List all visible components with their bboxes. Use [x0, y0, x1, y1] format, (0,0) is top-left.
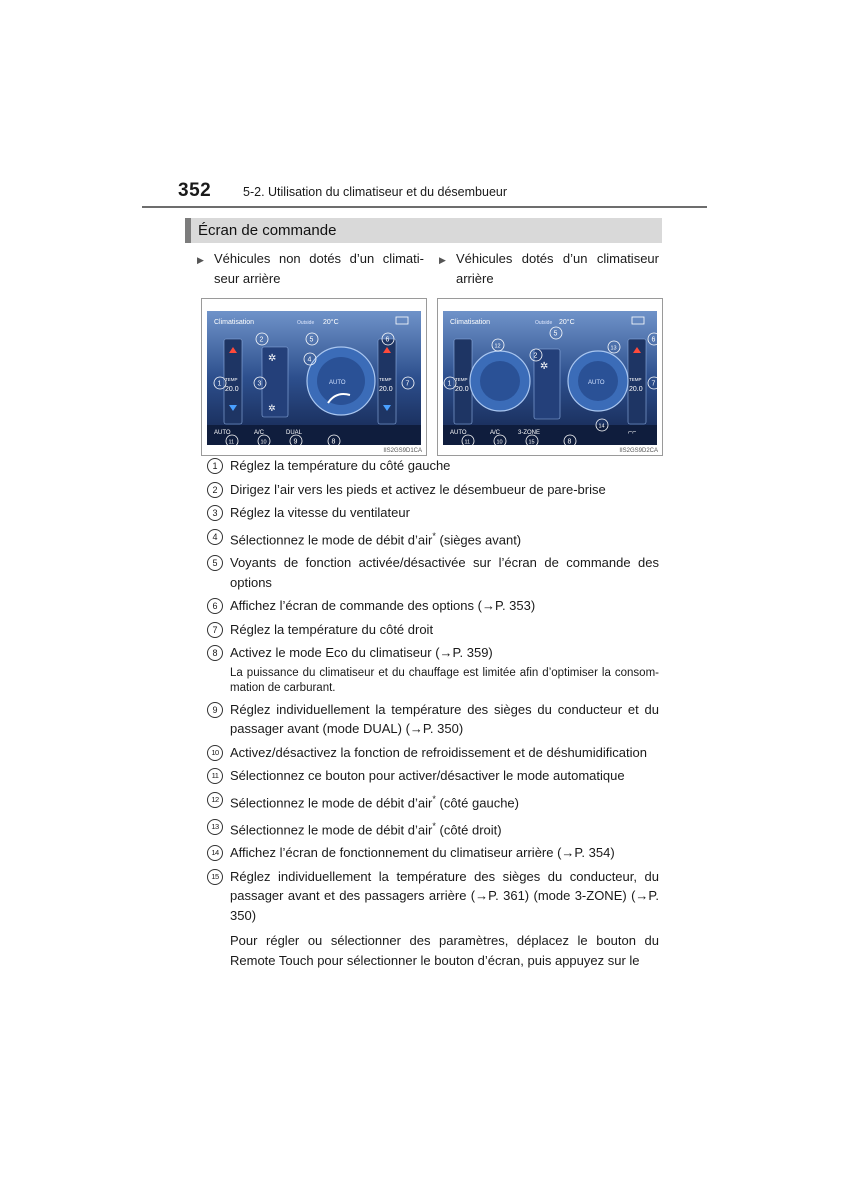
temp-value-right: 20.0 — [379, 386, 393, 393]
airflow-dial-left-inner — [480, 361, 520, 401]
item-text: Affichez l’écran de commande des options (→P. 353) — [230, 598, 536, 614]
item-text: Réglez la température du côté gauche — [230, 458, 451, 473]
list-item — [207, 817, 659, 840]
auto-dial-label: AUTO — [588, 380, 605, 386]
item-text: Sélectionnez le mode de débit d’air — [230, 795, 433, 811]
list-item — [207, 596, 659, 616]
page-number: 352 — [178, 180, 212, 201]
callout-label: 15 — [528, 439, 535, 446]
item-text: Réglez individuellement la température des sièges du conducteur et du passager avant (mode DUAL) (→P. 350) — [230, 701, 659, 737]
item-number: 12 — [207, 792, 223, 808]
item-text-suffix: (sièges avant) — [435, 531, 522, 547]
item-number: 1 — [207, 458, 223, 474]
vehicle-label-left — [197, 249, 424, 289]
climate-screen-dual-art — [202, 299, 426, 455]
item-number: 10 — [207, 745, 223, 761]
footnote-star: * — [432, 820, 436, 831]
temp-label-right: TEMP — [629, 377, 642, 382]
callout-label: 5 — [309, 336, 314, 344]
list-item — [207, 456, 659, 476]
3zone-button[interactable]: 3-ZONE — [518, 430, 541, 436]
vehicle-label-right-text: Véhicules dotés d’un climatiseur arrière — [456, 251, 659, 286]
temp-label-left: TEMP — [225, 377, 238, 382]
item-number: 6 — [207, 598, 223, 614]
callout-label: 7 — [651, 380, 656, 388]
item-text: Sélectionnez le mode de débit d’air — [230, 531, 433, 547]
callout-label: 11 — [228, 439, 235, 446]
item-text: Activez le mode Eco du climatiseur (→P. 359) — [230, 645, 493, 661]
item-text: Sélectionnez ce bouton pour activer/désactiver le mode automatique — [230, 768, 625, 784]
outside-label: Outside — [297, 320, 315, 326]
item-text: Dirigez l’air vers les pieds et activez le désembueur de pare-brise — [230, 481, 606, 497]
bullet-triangle-icon: ▶ — [197, 255, 204, 265]
climate-screen-3zone — [437, 298, 663, 456]
callout-label: 1 — [447, 380, 452, 388]
temp-value-left: 20.0 — [455, 386, 469, 393]
screen-title: Climatisation — [214, 319, 255, 326]
item-number: 5 — [207, 555, 223, 571]
item-text: Réglez la température du côté droit — [230, 621, 434, 637]
auto-button[interactable]: AUTO — [450, 430, 467, 436]
bullet-triangle-icon: ▶ — [439, 255, 446, 265]
list-item — [207, 743, 659, 763]
callout-label: 8 — [331, 438, 336, 446]
ac-button[interactable]: A/C — [254, 430, 265, 436]
ac-button[interactable]: A/C — [490, 430, 501, 436]
item-number: 8 — [207, 645, 223, 661]
auto-dial-label: AUTO — [329, 380, 346, 386]
callout-label: 2 — [259, 336, 264, 344]
list-item — [207, 643, 659, 696]
callout-label: 1 — [217, 380, 222, 388]
item-number: 4 — [207, 529, 223, 545]
temp-label-left: TEMP — [455, 377, 468, 382]
rear-seat-icon[interactable]: ⌐⌐ — [628, 429, 637, 436]
item-note: La puissance du climatiseur et du chauffage est limitée afin d’optimiser la consommation de carburant. — [230, 666, 659, 694]
item-number: 15 — [207, 869, 223, 885]
list-item — [207, 553, 659, 592]
vehicle-label-right — [439, 249, 659, 289]
fan-small-icon: ✲ — [268, 403, 276, 413]
callout-label: 6 — [651, 336, 656, 344]
list-item — [207, 527, 659, 550]
footnote-star: * — [432, 530, 436, 541]
callout-label: 14 — [598, 423, 605, 430]
item-text-suffix: (côté gauche) — [435, 795, 519, 811]
callout-label: 11 — [464, 439, 471, 446]
screen-title: Climatisation — [450, 319, 491, 326]
fan-icon: ✲ — [540, 361, 549, 372]
callout-label: 9 — [293, 438, 298, 446]
item-number: 13 — [207, 819, 223, 835]
dual-button[interactable]: DUAL — [286, 430, 303, 436]
image-code: IIS2GS9D2CA — [619, 448, 658, 454]
item-text: Réglez individuellement la température des sièges du conducteur, du passager avant et des passagers arrière (→P. 361) (mode 3-ZONE) (→P. 350) — [230, 868, 659, 923]
callout-legend-list — [207, 456, 659, 970]
list-item — [207, 843, 659, 863]
callout-label: 7 — [405, 380, 410, 388]
outside-temp: 20°C — [323, 319, 339, 326]
auto-button[interactable]: AUTO — [214, 430, 231, 436]
item-text: Sélectionnez le mode de débit d’air — [230, 821, 433, 837]
vehicle-label-left-text: Véhicules non dotés d’un climatiseur arrière — [214, 251, 424, 286]
list-item — [207, 503, 659, 523]
callout-label: 3 — [257, 380, 262, 388]
outside-label: Outside — [535, 320, 553, 326]
image-code: IIS2GS9D1CA — [383, 448, 422, 454]
callout-label: 2 — [533, 352, 538, 360]
callout-label: 8 — [567, 438, 572, 446]
fan-icon: ✲ — [268, 353, 277, 364]
item-text: Réglez la vitesse du ventilateur — [230, 505, 410, 520]
item-text: Affichez l’écran de fonctionnement du climatiseur arrière (→P. 354) — [230, 845, 615, 861]
climate-screen-dual — [201, 298, 427, 456]
outside-temp: 20°C — [559, 319, 575, 326]
item-number: 9 — [207, 702, 223, 718]
callout-label: 4 — [307, 356, 312, 364]
list-item — [207, 790, 659, 813]
item-number: 7 — [207, 622, 223, 638]
subhead-title: Écran de commande — [185, 218, 662, 243]
callout-label: 10 — [260, 439, 267, 446]
temp-value-left: 20.0 — [225, 386, 239, 393]
fan-speed-panel[interactable] — [534, 349, 560, 419]
bottom-bar — [443, 425, 657, 445]
list-item — [207, 700, 659, 739]
item-text-suffix: (côté droit) — [435, 821, 502, 837]
callout-label: 12 — [494, 343, 501, 350]
item-number: 2 — [207, 482, 223, 498]
climate-screen-3zone-art — [438, 299, 662, 455]
header-divider — [142, 206, 707, 208]
list-item — [207, 480, 659, 500]
item-text: Voyants de fonction activée/désactivée sur l’écran de commande des options — [230, 555, 659, 590]
item-number: 14 — [207, 845, 223, 861]
footnote-star: * — [432, 793, 436, 804]
callout-label: 13 — [610, 345, 617, 352]
item-number: 3 — [207, 505, 223, 521]
list-item — [207, 766, 659, 786]
callout-label: 6 — [385, 336, 390, 344]
temp-label-right: TEMP — [379, 377, 392, 382]
item-number: 11 — [207, 768, 223, 784]
list-item — [207, 867, 659, 926]
closing-paragraph: Pour régler ou sélectionner des paramètres, déplacez le bouton du Remote Touch pour sélectionner le bouton d’écran, puis appuyez sur le — [230, 933, 659, 968]
item-text: Activez/désactivez la fonction de refroidissement et de déshumidification — [230, 744, 647, 760]
callout-label: 10 — [496, 439, 503, 446]
temp-value-right: 20.0 — [629, 386, 643, 393]
bottom-bar — [207, 425, 421, 445]
callout-label: 5 — [553, 330, 558, 338]
section-title: 5-2. Utilisation du climatiseur et du désembueur — [243, 185, 508, 199]
list-item — [207, 620, 659, 640]
